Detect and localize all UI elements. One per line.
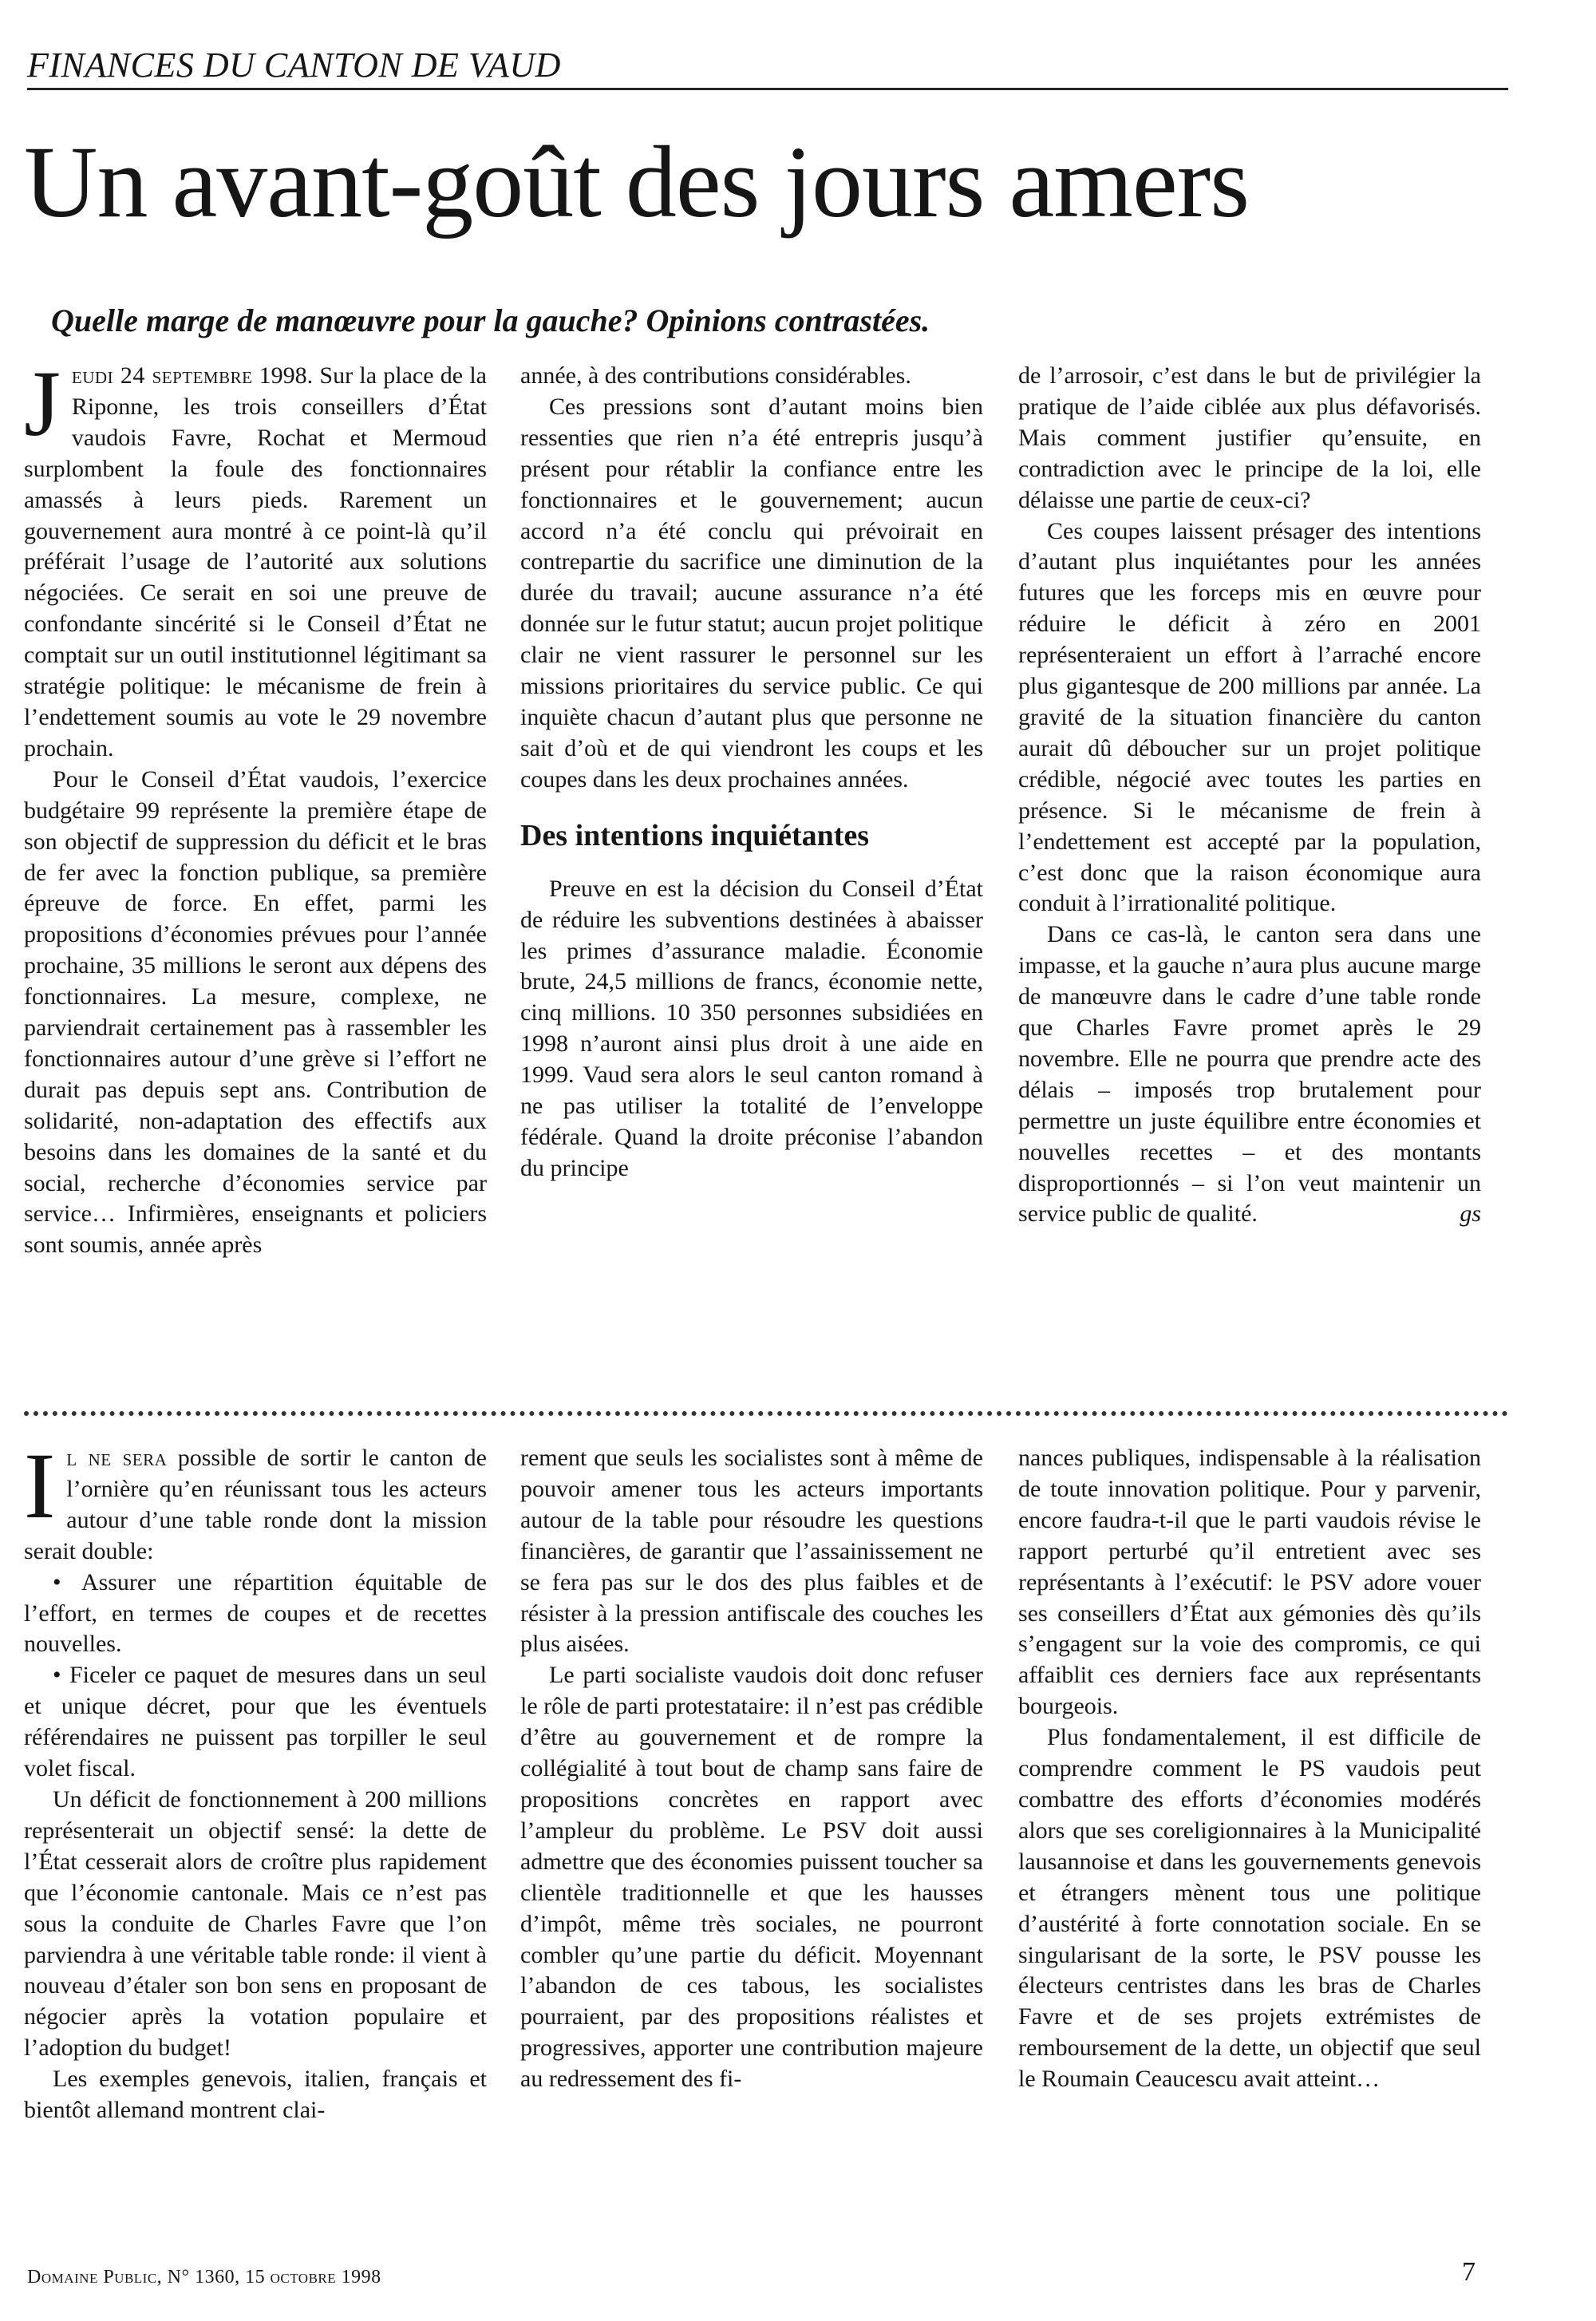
article1-column-2 [520,361,983,1184]
headline: Un avant-goût des jours amers [24,125,1250,239]
bullet-item: • Ficeler ce paquet de mesures dans un seul et unique décret, pour que les éventuels référendaires ne puissent pas torpiller le seul volet fiscal. [24,1662,487,1782]
article2-paragraph: nances publiques, indispensable à la réalisation de toute innovation politique. Pour y parvenir, encore faudra-t-il que le parti vaudois révise le rapport perturbé qu’il entretient avec ses représentants à l’exécutif: le PSV adore vouer ses conseillers d’État aux gémonies dès qu’ils s’engagent sur la voie des compromis, ce qui affaiblit ces derniers face aux représentants bourgeois. [1018,1445,1481,1720]
deck: Quelle marge de manœuvre pour la gauche? Opinions contrastées. [51,302,930,338]
bullet-item: • Assurer une répartition équitable de l’effort, en termes de coupes et de recettes nouvelles. [24,1568,487,1658]
article1-paragraph: année, à des contributions considérables. [520,362,911,389]
author-signature: gs [1460,1200,1481,1228]
page-number: 7 [1462,2257,1476,2287]
dropcap: J [24,351,61,456]
lead-in: eudi 24 septembre [71,362,253,389]
article2-column-3 [1018,1443,1481,2095]
article2-paragraph: Plus fondamentalement, il est difficile de comprendre comment le PS vaudois peut combattre des efforts d’économies modérés alors que ses coreligionnaires à la Municipalité lausannoise et dans les gouvernements genevois et étrangers mènent tous une politique d’austérité à forte connotation sociale. En se singularisant de la sorte, le PSV pousse les électeurs centristes dans les bras de Charles Favre et de ses projets extrémistes de remboursement de la dette, un objectif que seul le Roumain Ceaucescu avait atteint… [1018,1724,1481,2093]
subheading: Des intentions inquiétantes [520,818,870,852]
article2-paragraph: Les exemples genevois, italien, français et bientôt allemand montrent clai- [24,2066,487,2124]
article2-paragraph: Un déficit de fonctionnement à 200 millions représenterait un objectif sensé: la dette de l’État cesserait alors de croître plus rapidement que l’économie cantonale. Mais ce n’est pas sous la conduite de Charles Favre que l’on parviendra à une véritable table ronde: il vient à nouveau d’étaler son bon sens en proposant de négocier après la votation populaire et l’adoption du budget! [24,1785,487,2062]
article1-paragraph [1018,919,1481,1230]
paragraph-text: 1998. Sur la place de la Riponne, les trois conseillers d’État vaudois Favre, Rochat et Mermoud surplombent la foule des fonctionnaires amassés à leurs pieds. Rarement un gouvernement aura montré à ce point-là qu’il préférait l’usage de l’autorité aux solutions négociées. Ce serait en soi une preuve de confondante sincérité si le Conseil d’État ne comptait sur un outil institutionnel légitimant sa stratégie politique: le mécanisme de frein à l’endettement soumis au vote le 29 novembre prochain. [24,362,487,761]
publication-footer: Domaine Public, N° 1360, 15 octobre 1998 [27,2267,381,2287]
article1-paragraph: Ces pressions sont d’autant moins bien ressenties que rien n’a été entrepris jusqu’à présent pour rétablir la confiance entre les fonctionnaires et le gouvernement; aucun accord n’a été conclu qui prévoirait en contrepartie du sacrifice une diminution de la durée du travail; aucune assurance n’a été donnée sur le futur statut; aucun projet politique clair ne vient rassurer le personnel sur les missions prioritaires du service public. Ce qui inquiète chacun d’autant plus que personne ne sait d’où et de qui viendront les coups et les coupes dans les deux prochaines années. [520,393,983,793]
dotted-divider [24,1411,1508,1416]
paragraph-text: possible de sortir le canton de l’ornière qu’en réunissant tous les acteurs autour d’une table ronde dont la mission serait double: [24,1445,487,1564]
article1-paragraph: Ces coupes laissent présager des intentions d’autant plus inquiétantes pour les années futures que les forceps mis en œuvre pour réduire le déficit à zéro en 2001 représenteraient un effort à l’arraché encore plus gigantesque de 200 millions par année. La gravité de la situation financière du canton aurait dû déboucher sur un projet politique crédible, négocié avec toutes les parties en présence. Si le mécanisme de frein à l’endettement est accepté par la population, c’est donc que la raison économique aura conduit à l’irrationalité politique. [1018,517,1481,917]
article2-paragraph: Le parti socialiste vaudois doit donc refuser le rôle de parti protestataire: il n’est pas crédible d’être au gouvernement et de rompre la collégialité à tout bout de champ sans faire de propositions concrètes en rapport avec l’ampleur du problème. Le PSV doit aussi admettre que des économies puissent toucher sa clientèle traditionnelle et que les hausses d’impôt, même très sociales, ne pourront combler qu’une partie du déficit. Moyennant l’abandon de ces tabous, les socialistes pourraient, par des propositions réalistes et progressives, apporter une contribution majeure au redressement des fi- [520,1662,983,2093]
dropcap: I [24,1433,56,1538]
article1-column-3 [1018,361,1481,1230]
article1-paragraph [24,351,487,765]
article2-column-2 [520,1443,983,2095]
article2-paragraph: rement que seuls les socialistes sont à même de pouvoir amener tous les acteurs importants autour de la table pour résoudre les questions financières, de garantir que l’assainissement ne se fera pas sur le dos des plus faibles et de résister à la pression antifiscale des couches les plus aisées. [520,1445,983,1658]
article2-column-1 [24,1433,487,2126]
section-rubric: FINANCES DU CANTON DE VAUD [27,46,1508,90]
article1-paragraph: de l’arrosoir, c’est dans le but de privilégier la pratique de l’aide ciblée aux plus défavorisés. Mais comment justifier qu’ensuite, en contradiction avec le principe de la loi, elle délaisse une partie de ceux-ci? [1018,362,1481,513]
article1-column-1 [24,351,487,1261]
article1-paragraph: Pour le Conseil d’État vaudois, l’exercice budgétaire 99 représente la première étape de son objectif de suppression du déficit et le bras de fer avec la fonction publique, sa première épreuve de force. En effet, parmi les propositions d’économies prévues pour l’année prochaine, 35 millions le seront aux dépens des fonctionnaires. La mesure, complexe, ne parviendrait certainement pas à rassembler les fonctionnaires autour d’une grève si l’effort ne durait pas depuis sept ans. Contribution de solidarité, non-adaptation des effectifs aux besoins dans les domaines de la santé et du social, recherche d’économies service par service… Infirmières, enseignants et policiers sont soumis, année après [24,765,487,1259]
paragraph-text: Dans ce cas-là, le canton sera dans une impasse, et la gauche n’aura plus aucune marge de manœuvre dans le cadre d’une table ronde que Charles Favre promet après le 29 novembre. Elle ne pourra que prendre acte des délais – imposés trop brutalement pour permettre un juste équilibre entre économies et nouvelles recettes – et des montants disproportionnés – si l’on veut maintenir un service public de qualité. [1018,921,1481,1228]
lead-in: l ne sera [66,1445,168,1471]
article1-paragraph: Preuve en est la décision du Conseil d’État de réduire les subventions destinées à abaisser les primes d’assurance maladie. Économie brute, 24,5 millions de francs, économie nette, cinq millions. 10 350 personnes subsidiées en 1998 n’auront ainsi plus droit à une aide en 1999. Vaud sera alors le seul canton romand à ne pas utiliser la totalité de l’enveloppe fédérale. Quand la droite préconise l’abandon du principe [520,875,983,1181]
article2-paragraph [24,1433,487,1568]
